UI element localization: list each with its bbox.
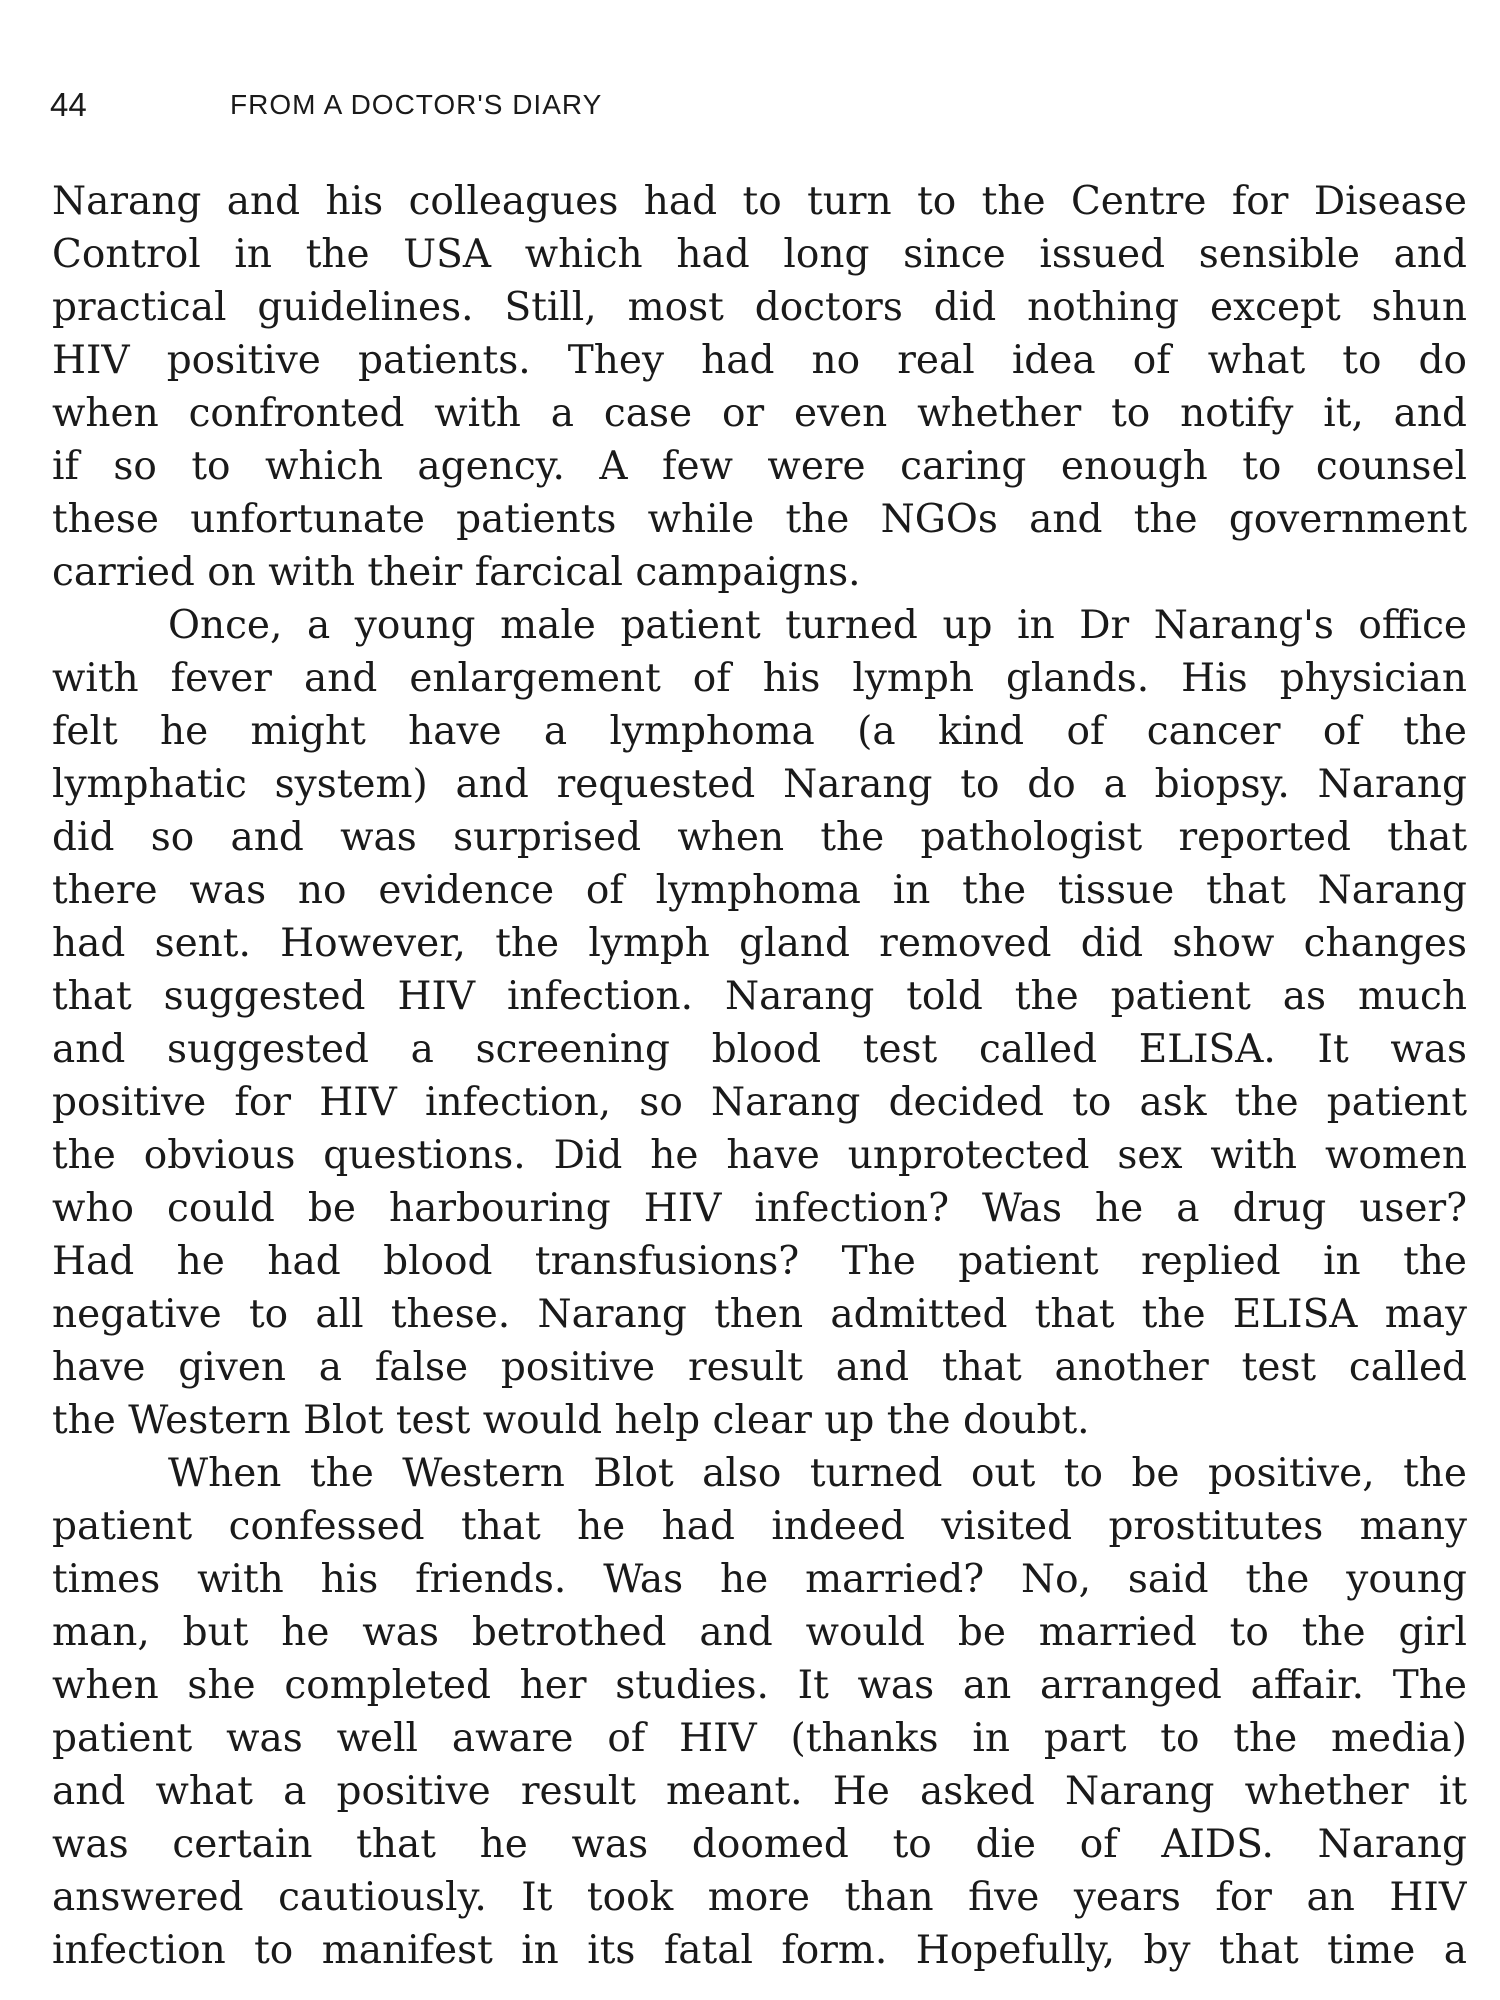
text-line: carried on with their farcical campaigns. [52,550,861,595]
text-line: who could be harbouring HIV infection? Was he a drug user? [52,1186,1467,1231]
text-line: When the Western Blot also turned out to be positive, the [168,1451,1467,1496]
text-line: and suggested a screening blood test called ELISA. It was [52,1027,1467,1072]
paragraph-1 [52,175,1467,599]
text-line: Once, a young male patient turned up in Dr Narang's office [168,603,1467,648]
text-line: felt he might have a lymphoma (a kind of cancer of the [52,709,1467,754]
text-line: practical guidelines. Still, most doctors did nothing except shun [52,285,1467,330]
paragraph-2 [52,599,1467,1447]
text-line: when she completed her studies. It was an arranged affair. The [52,1663,1467,1708]
body-text [52,175,1467,1977]
page-number: 44 [50,86,87,123]
book-title: FROM A DOCTOR'S DIARY [230,89,603,120]
text-line: Control in the USA which had long since issued sensible and [52,232,1467,277]
text-line: Narang and his colleagues had to turn to the Centre for Disease [52,179,1467,224]
text-line: Had he had blood transfusions? The patient replied in the [52,1239,1467,1284]
text-line: lymphatic system) and requested Narang to do a biopsy. Narang [52,762,1467,807]
text-line: man, but he was betrothed and would be married to the girl [52,1610,1467,1655]
text-line: patient confessed that he had indeed visited prostitutes many [52,1504,1467,1549]
text-line: there was no evidence of lymphoma in the tissue that Narang [52,868,1467,913]
text-line: answered cautiously. It took more than five years for an HIV [52,1875,1467,1920]
text-line: with fever and enlargement of his lymph glands. His physician [52,656,1467,701]
text-line: negative to all these. Narang then admitted that the ELISA may [52,1292,1467,1337]
text-line: did so and was surprised when the pathologist reported that [52,815,1467,860]
text-line: when confronted with a case or even whether to notify it, and [52,391,1467,436]
text-line: these unfortunate patients while the NGOs and the government [52,497,1467,542]
text-line: had sent. However, the lymph gland removed did show changes [52,921,1467,966]
text-line: positive for HIV infection, so Narang decided to ask the patient [52,1080,1467,1125]
text-line: infection to manifest in its fatal form. Hopefully, by that time a [52,1928,1467,1973]
text-line: and what a positive result meant. He asked Narang whether it [52,1769,1467,1814]
paragraph-3 [52,1447,1467,1977]
text-line: patient was well aware of HIV (thanks in part to the media) [52,1716,1467,1761]
running-head [50,80,1470,130]
text-line: if so to which agency. A few were caring enough to counsel [52,444,1467,489]
text-line: HIV positive patients. They had no real idea of what to do [52,338,1467,383]
text-line: was certain that he was doomed to die of AIDS. Narang [52,1822,1467,1867]
text-line: the obvious questions. Did he have unprotected sex with women [52,1133,1467,1178]
text-line: times with his friends. Was he married? No, said the young [52,1557,1467,1602]
text-line: the Western Blot test would help clear up the doubt. [52,1398,1090,1443]
text-line: that suggested HIV infection. Narang told the patient as much [52,974,1467,1019]
text-line: have given a false positive result and that another test called [52,1345,1467,1390]
